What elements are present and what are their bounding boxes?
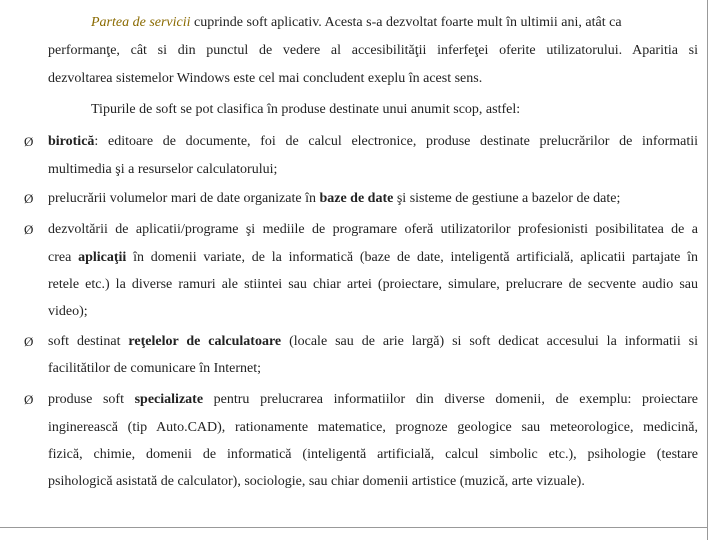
intro-line-1 bbox=[91, 14, 691, 32]
bullet-5-line-4: psihologică asistată de calculator), sociologie, sau chiar domenii artistice (muzică, arte vizuale). bbox=[48, 474, 585, 489]
bullet-2-text-post: şi sisteme de gestiune a bazelor de date; bbox=[393, 191, 621, 206]
term-services: Partea de servicii bbox=[91, 15, 191, 30]
bullet-icon: Ø bbox=[24, 392, 34, 407]
intro-line-2: performanţe, cât si din punctul de vedere al accesibilităţii inferfeţei oferite utilizatorului. Aparitia si bbox=[48, 43, 698, 58]
bullet-1-text: : editoare de documente, foi de calcul electronice, produse destinate prelucrărilor de informatii bbox=[94, 134, 698, 149]
bullet-3-line-1: dezvoltării de aplicatii/programe şi mediile de programare oferă utilizatorilor profesionisti posibilitatea de a bbox=[48, 222, 698, 237]
intro-line-1-text: cuprinde soft aplicativ. Acesta s-a dezvoltat foarte mult în ultimii ani, atât ca bbox=[190, 15, 622, 30]
bullet-4-text-pre: soft destinat bbox=[48, 334, 129, 349]
intro-line-3: dezvoltarea sistemelor Windows este cel mai concludent exeplu în acest sens. bbox=[48, 71, 483, 86]
bullet-2-text-pre: prelucrării volumelor mari de date organizate în bbox=[48, 191, 320, 206]
bold-term: specializate bbox=[134, 392, 204, 407]
bullet-1-line-1 bbox=[48, 133, 698, 151]
bullet-icon: Ø bbox=[24, 334, 34, 349]
bullet-icon: Ø bbox=[24, 191, 34, 206]
bullet-5-line-1 bbox=[48, 391, 698, 409]
bullet-5-text-pre: produse soft bbox=[48, 392, 135, 407]
bullet-5-line-3: fizică, chimie, domenii de informatică (inteligentă artificială, calcul simbolic etc.), psihologie (testare bbox=[48, 447, 698, 462]
bold-term: aplicaţii bbox=[78, 250, 127, 265]
bullet-4-line-2: facilitătilor de comunicare în Internet; bbox=[48, 361, 262, 376]
bold-term: reţelelor de calculatoare bbox=[128, 334, 282, 349]
bullet-5-text-post: pentru prelucrarea informatiilor din diverse domenii, de exemplu: proiectare bbox=[203, 392, 699, 407]
bullet-3-text-pre: crea bbox=[48, 250, 79, 265]
bullet-5-line-2: inginerească (tip Auto.CAD), rationamente matematice, prognoze geologice sau meteorologice, medicină, bbox=[48, 420, 698, 435]
bold-term: baze de date bbox=[319, 191, 394, 206]
bold-term: birotică bbox=[48, 134, 95, 149]
bullet-3-line-4: video); bbox=[48, 304, 88, 319]
bullet-3-line-2 bbox=[48, 249, 698, 267]
bullet-4-text-post: (locale sau de arie largă) si soft dedicat accesului la informatii si bbox=[281, 334, 698, 349]
bullet-icon: Ø bbox=[24, 222, 34, 237]
bullet-2-line-1 bbox=[48, 190, 620, 208]
bullet-3-text-post: în domenii variate, de la informatică (baze de date, inteligentă artificială, aplicatii partajate în bbox=[126, 250, 698, 265]
page-border-bottom bbox=[0, 527, 708, 528]
classification-line: Tipurile de soft se pot clasifica în produse destinate unui anumit scop, astfel: bbox=[91, 102, 521, 117]
bullet-1-line-2: multimedia şi a resurselor calculatorului; bbox=[48, 162, 278, 177]
bullet-icon: Ø bbox=[24, 134, 34, 149]
page-border-right bbox=[707, 0, 708, 540]
bullet-4-line-1 bbox=[48, 333, 698, 351]
bullet-3-line-3: retele etc.) la diverse ramuri ale stiintei sau chiar artei (proiectare, simulare, prelucrare de secvente audio sau bbox=[48, 277, 698, 292]
